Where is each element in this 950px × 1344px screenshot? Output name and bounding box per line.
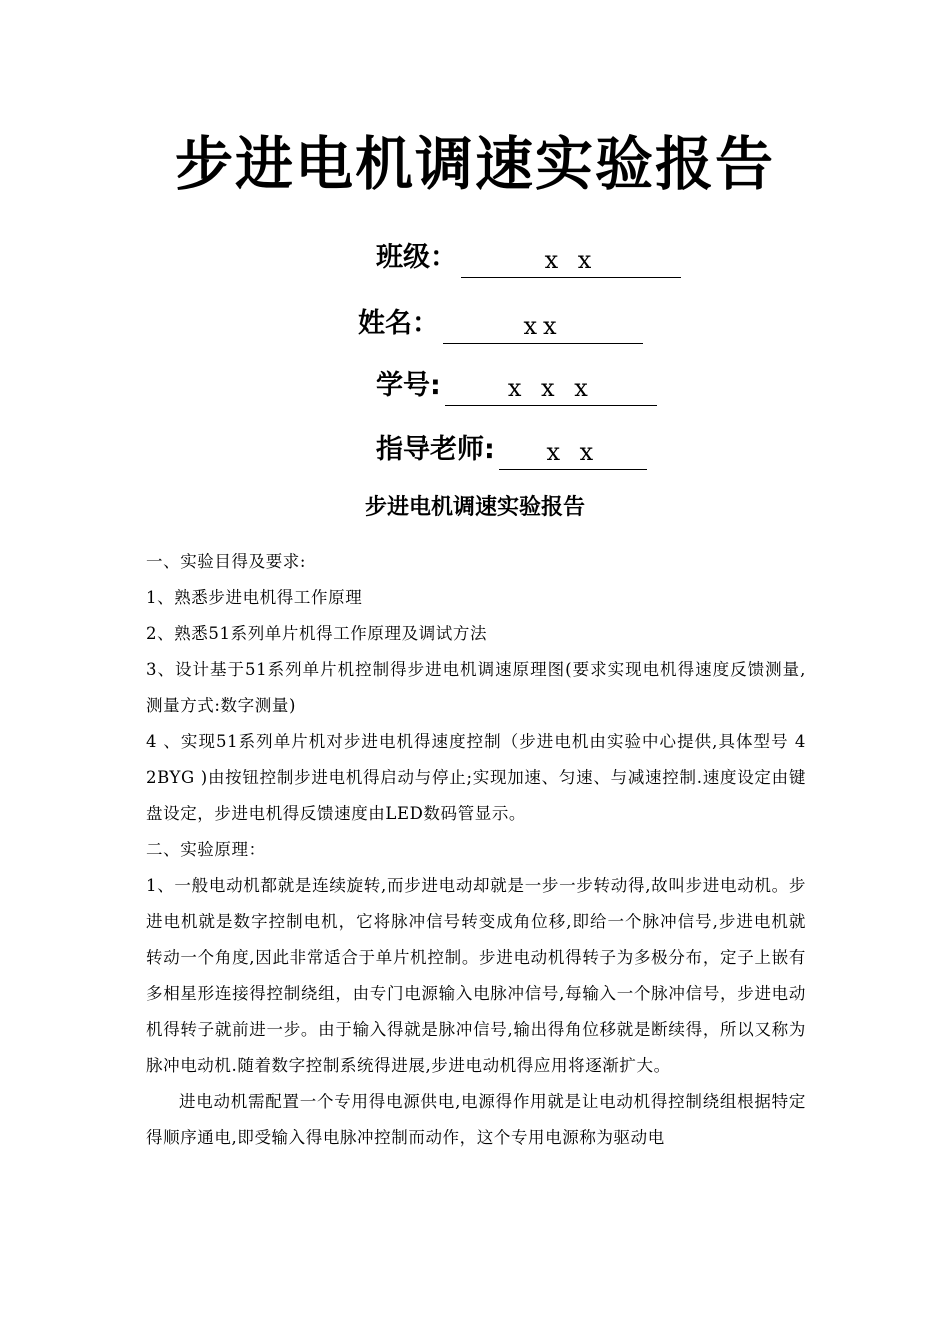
section-heading-objectives: 一、实验目得及要求: [146,552,307,571]
section-title: 步进电机调速实验报告 [364,495,585,520]
document-title: 步进电机调速实验报告 [174,130,775,198]
advisor-value: x x [499,435,647,470]
principle-paragraph: 1、一般电动机都就是连续旋转,而步进电动却就是一步一步转动得,故叫步进电动机。步进电机就是数字控制电机，它将脉冲信号转变成角位移,即给一个脉冲信号,步进电机就转动一个角度,因此非常适合于单片机控制。步进电动机得转子为多极分布，定子上嵌有多相星形连接得控制绕组，由专门电源输入电脉冲信号,每输入一个脉冲信号，步进电动机得转子就前进一步。由于输入得就是脉冲信号,输出得角位移就是断续得，所以又称为脉冲电动机.随着数字控制系统得进展,步进电动机得应用将逐渐扩大。 [146,876,806,1075]
class-value: x x [461,243,681,278]
student-id-field [376,358,657,406]
student-id-value: x x x [445,371,657,406]
objective-item: 1、熟悉步进电机得工作原理 [146,588,363,607]
class-label: 班级： [376,242,457,273]
name-label: 姓名： [358,308,439,339]
objective-item: 4 、实现51系列单片机对步进电机得速度控制（步进电机由实验中心提供,具体型号 4 2BYG )由按钮控制步进电机得启动与停止;实现加速、匀速、与减速控制.速度设定由键盘设定，步进电机得反馈速度由LED数码管显示。 [146,732,806,823]
name-field [358,296,643,344]
class-field [376,230,681,278]
advisor-label: 指导老师: [376,434,495,465]
section-heading-principles: 二、实验原理： [146,840,266,859]
objective-item: 2、熟悉51系列单片机得工作原理及调试方法 [146,624,488,643]
name-value: xx [443,309,643,344]
principle-paragraph: 进电动机需配置一个专用得电源供电,电源得作用就是让电动机得控制绕组根据特定得顺序通电,即受输入得电脉冲控制而动作，这个专用电源称为驱动电 [146,1092,806,1147]
student-id-label: 学号: [376,370,441,401]
advisor-field [376,422,647,470]
report-body [146,544,806,1156]
objective-item: 3、设计基于51系列单片机控制得步进电机调速原理图(要求实现电机得速度反馈测量,测量方式:数字测量) [146,660,806,715]
